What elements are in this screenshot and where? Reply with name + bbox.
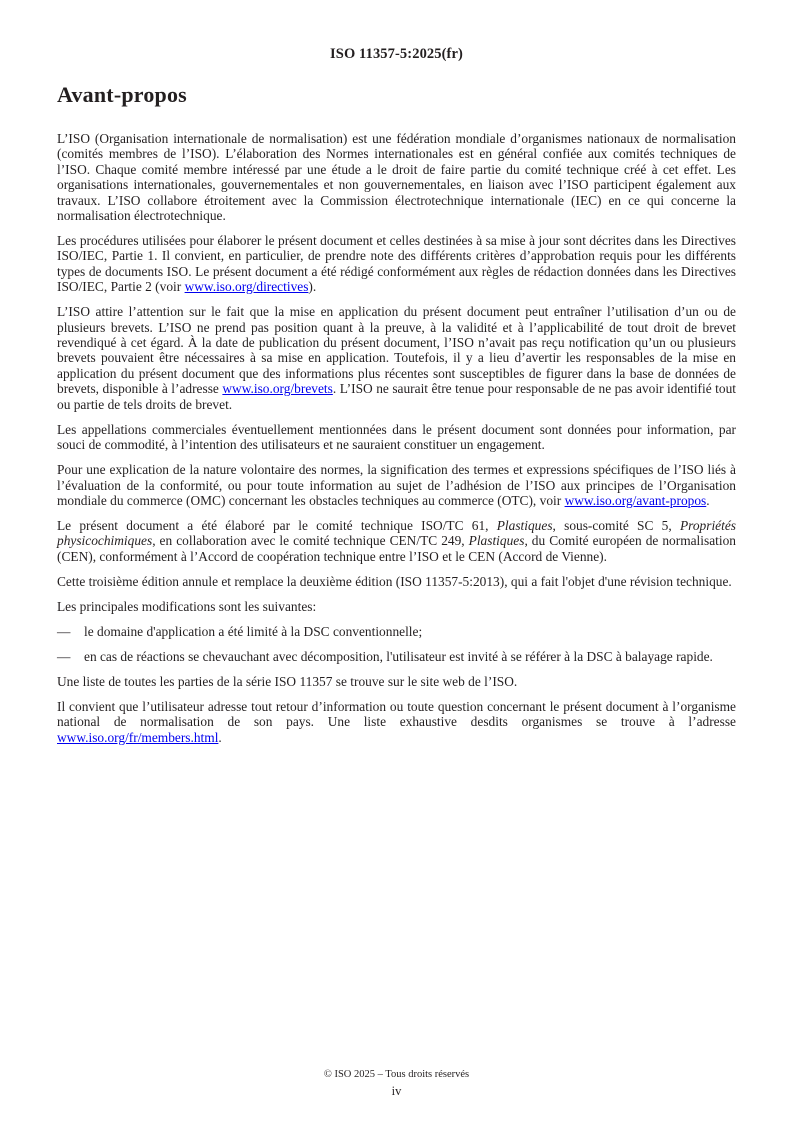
- paragraph-procedures: Les procédures utilisées pour élaborer le présent document et celles destinées à sa mise à jour sont décrites dans les Directives ISO/IEC, Partie 1. Il convient, en particulier, de prendre note des différents critères d’approbation requis pour les différents types de documents ISO. Le présent document a été rédigé conformément aux règles de rédaction données dans les Directives ISO/IEC, Partie 2 (voir www.iso.org/directives).: [57, 233, 736, 295]
- page-footer: [0, 1068, 793, 1098]
- document-id-header: ISO 11357-5:2025(fr): [330, 46, 463, 62]
- paragraph-trade-names: Les appellations commerciales éventuellement mentionnées dans le présent document sont données pour information, par souci de commodité, à l’intention des utilisateurs et ne sauraient constituer un engagement.: [57, 421, 736, 453]
- copyright-notice: © ISO 2025 – Tous droits réservés: [323, 1069, 470, 1080]
- paragraph-iso-intro: L’ISO (Organisation internationale de normalisation) est une fédération mondiale d’organismes nationaux de normalisation (comités membres de l’ISO). L’élaboration des Normes internationales est en général confiée aux comités techniques de l’ISO. Chaque comité membre intéressé par une étude a le droit de faire partie du comité technique créé à cet effet. Les organisations internationales, gouvernementales et non gouvernementales, en liaison avec l’ISO participent également aux travaux. L’ISO collabore étroitement avec la Commission électrotechnique internationale (IEC) en ce qui concerne la normalisation électrotechnique.: [57, 131, 736, 224]
- paragraph-series-list: Une liste de toutes les parties de la série ISO 11357 se trouve sur le site web de l’ISO.: [57, 673, 518, 689]
- foreword-link[interactable]: www.iso.org/avant-propos: [564, 492, 707, 508]
- change-list-item: — le domaine d'application a été limité à la DSC conventionnelle;: [57, 623, 423, 639]
- em-dash-bullet: —: [57, 623, 71, 639]
- page-number: iv: [391, 1084, 402, 1098]
- paragraph-committee: Le présent document a été élaboré par le comité technique ISO/TC 61, Plastiques, sous-comité SC 5, Propriétés physicochimiques, en collaboration avec le comité technique CEN/TC 249, Plastiques, du Comité européen de normalisation (CEN), conformément à l’Accord de coopération technique entre l’ISO et le CEN (Accord de Vienne).: [57, 517, 736, 564]
- paragraph-feedback: Il convient que l’utilisateur adresse tout retour d’information ou toute question concernant le présent document à l’organisme national de normalisation de son pays. Une liste exhaustive desdits organismes se trouve à l’adresse www.iso.org/fr/members.html.: [57, 698, 736, 745]
- paragraph-changes-intro: Les principales modifications sont les suivantes:: [57, 598, 317, 614]
- page-title: Avant-propos: [57, 82, 187, 107]
- foreword-body: [57, 131, 736, 755]
- em-dash-bullet: —: [57, 648, 71, 664]
- change-list-item: — en cas de réactions se chevauchant avec décomposition, l'utilisateur est invité à se référer à la DSC à balayage rapide.: [57, 648, 713, 664]
- paragraph-edition: Cette troisième édition annule et remplace la deuxième édition (ISO 11357-5:2013), qui a fait l'objet d'une révision technique.: [57, 573, 732, 589]
- patents-link[interactable]: www.iso.org/brevets: [222, 381, 333, 397]
- directives-link[interactable]: www.iso.org/directives: [184, 279, 309, 295]
- paragraph-patents: L’ISO attire l’attention sur le fait que la mise en application du présent document peut entraîner l’utilisation d’un ou de plusieurs brevets. L’ISO ne prend pas position quant à la preuve, à la validité et à l’applicabilité de tout droit de brevet revendiqué à cet égard. À la date de publication du présent document, l’ISO n’avait pas reçu notification qu’un ou plusieurs brevets pouvaient être nécessaires à sa mise en application. Toutefois, il y a lieu d’avertir les responsables de la mise en application du présent document que des informations plus récentes sont susceptibles de figurer dans la base de données de brevets, disponible à l’adresse www.iso.org/brevets. L’ISO ne saurait être tenue pour responsable de ne pas avoir identifié tout ou partie de tels droits de brevet.: [57, 304, 736, 412]
- paragraph-voluntary-nature: Pour une explication de la nature volontaire des normes, la signification des termes et expressions spécifiques de l’ISO liés à l’évaluation de la conformité, ou pour toute information au sujet de l’adhésion de l’ISO aux principes de l’Organisation mondiale du commerce (OMC) concernant les obstacles techniques au commerce (OTC), voir www.iso.org/avant-propos.: [57, 462, 736, 508]
- members-link[interactable]: www.iso.org/fr/members.html: [57, 729, 219, 745]
